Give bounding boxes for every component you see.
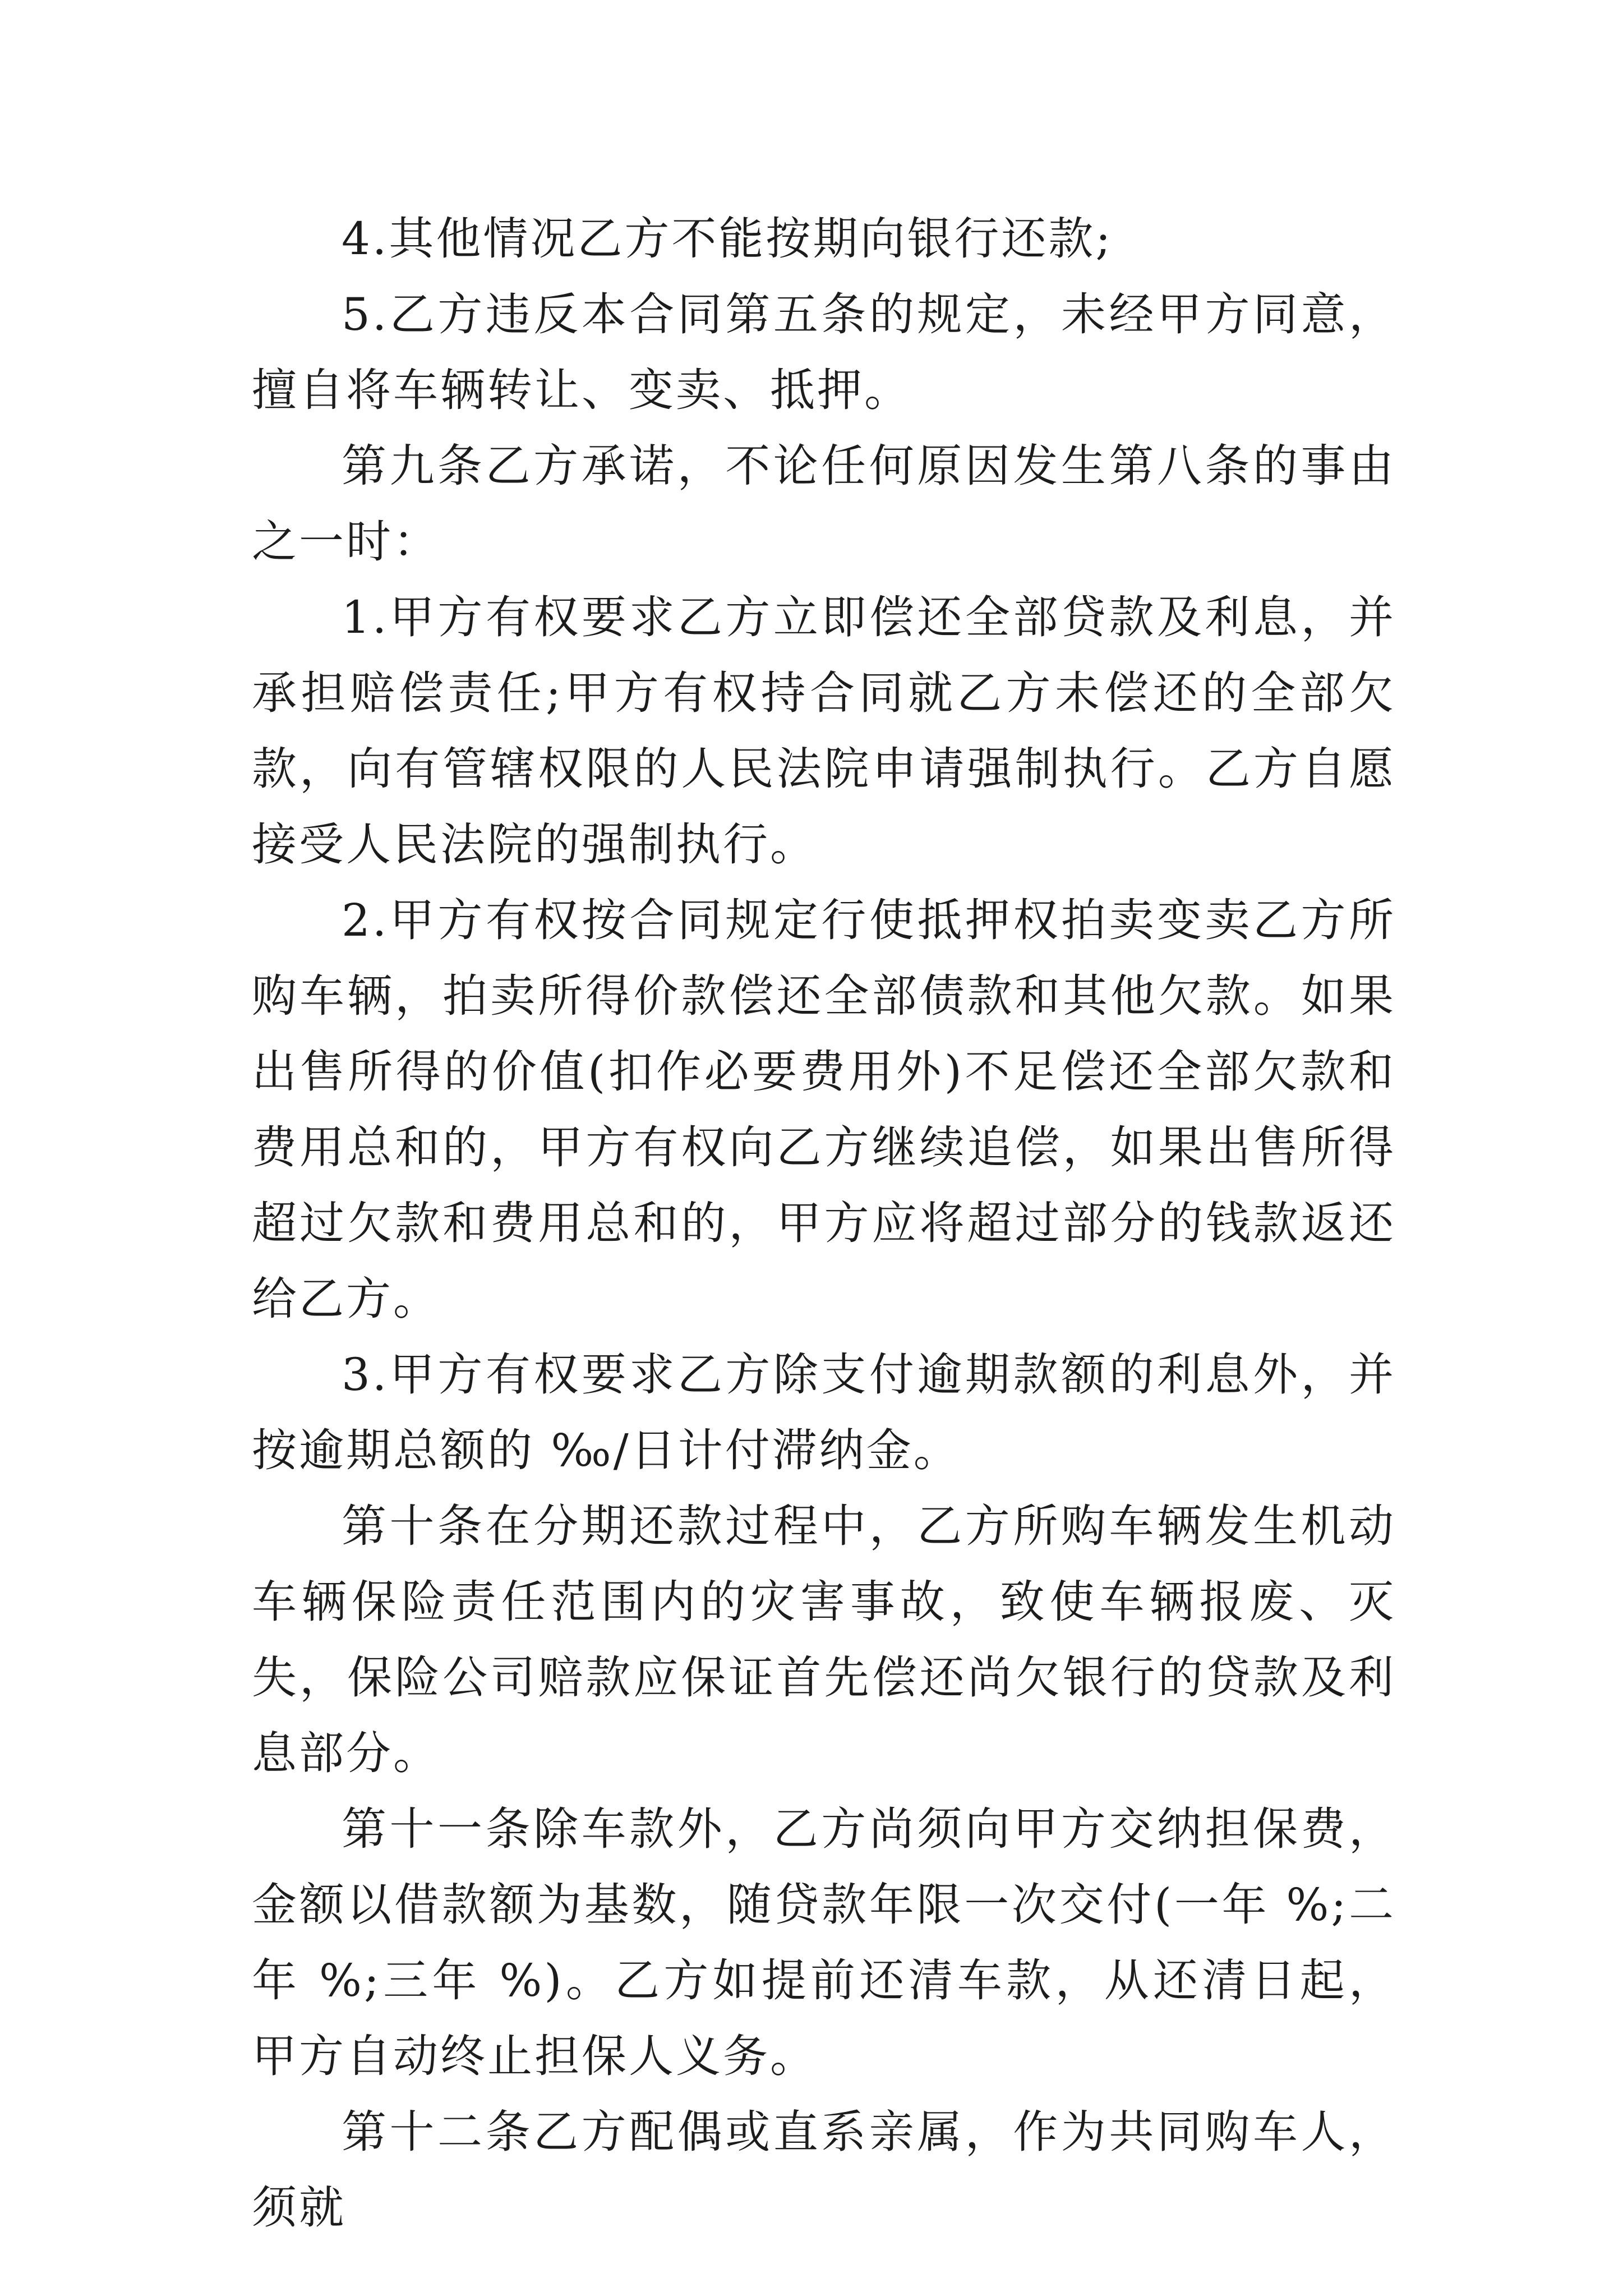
document-body	[252, 201, 1396, 2246]
paragraph-article-11: 第十一条除车款外，乙方尚须向甲方交纳担保费，金额以借款额为基数，随贷款年限一次交付(一年 %;二年 %;三年 %)。乙方如提前还清车款，从还清日起，甲方自动终止担保人义务。	[252, 1803, 1396, 2082]
paragraph-article-9-item-3: 3.甲方有权要求乙方除支付逾期款额的利息外，并按逾期总额的 ‰/日计付滞纳金。	[252, 1349, 1396, 1476]
paragraph-article-9-item-1: 1.甲方有权要求乙方立即偿还全部贷款及利息，并承担赔偿责任;甲方有权持合同就乙方未偿还的全部欠款，向有管辖权限的人民法院申请强制执行。乙方自愿接受人民法院的强制执行。	[252, 591, 1396, 871]
paragraph-article-9-item-2: 2.甲方有权按合同规定行使抵押权拍卖变卖乙方所购车辆，拍卖所得价款偿还全部债款和其他欠款。如果出售所得的价值(扣作必要费用外)不足偿还全部欠款和费用总和的，甲方有权向乙方继续追偿，如果出售所得超过欠款和费用总和的，甲方应将超过部分的钱款返还给乙方。	[252, 894, 1396, 1325]
paragraph-article-10: 第十条在分期还款过程中，乙方所购车辆发生机动车辆保险责任范围内的灾害事故，致使车辆报废、灭失，保险公司赔款应保证首先偿还尚欠银行的贷款及利息部分。	[252, 1500, 1396, 1779]
paragraph-article-9: 第九条乙方承诺，不论任何原因发生第八条的事由之一时：	[252, 440, 1396, 568]
paragraph-article-12: 第十二条乙方配偶或直系亲属，作为共同购车人，须就	[252, 2106, 1396, 2234]
paragraph-item-4: 4.其他情况乙方不能按期向银行还款;	[342, 213, 1113, 265]
paragraph-item-5: 5.乙方违反本合同第五条的规定，未经甲方同意，擅自将车辆转让、变卖、抵押。	[252, 288, 1396, 416]
